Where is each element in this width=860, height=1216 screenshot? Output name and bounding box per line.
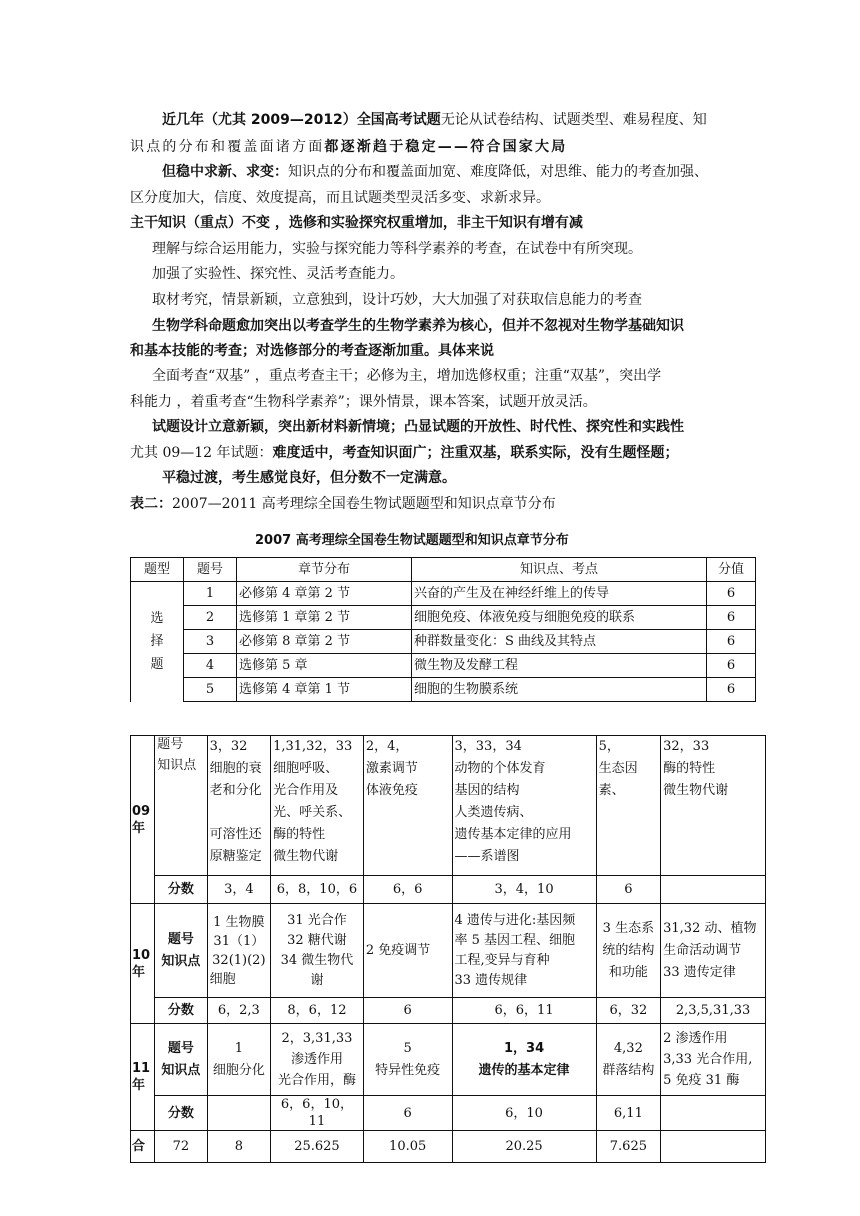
score-cell xyxy=(207,1096,271,1131)
para-2-text: 识点的分布和覆盖面诸方面 xyxy=(130,139,325,155)
cell-line: 酶的特性 xyxy=(663,761,716,776)
point-cell xyxy=(596,1024,661,1096)
header-cell: 知识点、考点 xyxy=(412,558,707,582)
para-3-bold: 但稳中求新、求变： xyxy=(162,164,288,180)
cell-line: 遗传的基本定律 xyxy=(478,1062,570,1078)
score-cell: 6，6 xyxy=(363,876,452,904)
point-cell xyxy=(363,736,452,876)
table-row-09 xyxy=(131,736,766,876)
cell-line: 3，32 xyxy=(209,739,248,754)
score-cell: 6 xyxy=(363,998,452,1024)
score-cell: 6,11 xyxy=(596,1096,661,1131)
para-10: 和基本技能的考查；对选修部分的考查逐渐加重。具体来说 xyxy=(130,343,494,359)
point-cell: 细胞免疫、体液免疫与细胞免疫的联系 xyxy=(412,606,707,630)
para-14-text: 尤其 09—12 年试题： xyxy=(130,445,273,461)
label-cell xyxy=(155,736,207,876)
label-cell xyxy=(155,904,207,998)
point-cell xyxy=(363,904,452,998)
cell-line: 老和分化 xyxy=(209,783,262,798)
para-9: 生物学科命题愈加突出以考查学生的生物学素养为核心，但并不忽视对生物学基础知识 xyxy=(152,318,684,334)
label-point: 知识点 xyxy=(157,758,197,773)
para-14-bold: 难度适中，考查知识面广；注重双基，联系实际，没有生题怪题； xyxy=(272,445,679,461)
score-cell: 6，6，10，11 xyxy=(271,1096,364,1131)
total-cell: 10.05 xyxy=(363,1131,452,1163)
para-1-lead: 近几年（尤其 2009—2012） xyxy=(162,112,357,128)
cell-line: 谢 xyxy=(310,972,324,988)
cell-line: 基因的结构 xyxy=(454,783,520,798)
year-cell-10: 10 年 xyxy=(131,904,155,1024)
score-row-11 xyxy=(131,1096,766,1131)
score-cell: 3，4，10 xyxy=(452,876,596,904)
table-row xyxy=(131,582,756,606)
para-6: 理解与综合运用能力，实验与探究能力等科学素养的考查，在试卷中有所突现。 xyxy=(152,241,642,257)
chapter-cell: 必修第 4 章第 2 节 xyxy=(237,582,412,606)
type-label-char: 择 xyxy=(150,634,164,650)
point-cell xyxy=(596,904,661,998)
point-cell xyxy=(271,1024,364,1096)
cell-line: 和功能 xyxy=(608,964,648,980)
cell-line: 遗传基本定律的应用 xyxy=(454,827,572,842)
point-cell xyxy=(271,904,364,998)
para-2 xyxy=(130,137,567,157)
score-label: 分数 xyxy=(155,876,207,904)
chapter-cell: 必修第 8 章第 2 节 xyxy=(237,630,412,654)
cell-line: 工程,变异与育种 xyxy=(454,952,550,968)
table-header-row xyxy=(131,558,756,582)
cell-line: 1,31,32，33 xyxy=(273,739,353,754)
score-cell: 6 xyxy=(707,630,756,654)
score-cell: 2,3,5,31,33 xyxy=(661,998,766,1024)
point-cell: 兴奋的产生及在神经纤维上的传导 xyxy=(412,582,707,606)
score-cell: 6 xyxy=(707,654,756,678)
cell-line: 1，34 xyxy=(503,1040,545,1056)
table-row xyxy=(131,654,756,678)
score-cell: 6，6，11 xyxy=(452,998,596,1024)
cell-line: 群落结构 xyxy=(602,1062,655,1078)
cell-line: 渗透作用 xyxy=(290,1052,343,1067)
score-cell: 6 xyxy=(707,582,756,606)
type-label-char: 题 xyxy=(150,657,164,673)
cell-line: 32 糖代谢 xyxy=(287,932,347,948)
year-cell-09: 09 年 xyxy=(131,736,155,904)
table-row xyxy=(131,678,756,702)
table-row xyxy=(131,630,756,654)
total-cell: 25.625 xyxy=(271,1131,364,1163)
para-1-bold: 全国高考试题 xyxy=(356,112,441,128)
cell-line: 5 xyxy=(403,1040,412,1056)
no-cell: 5 xyxy=(184,678,237,702)
total-cell: 72 xyxy=(155,1131,207,1163)
score-cell: 8，6，12 xyxy=(271,998,364,1024)
cell-line: 5 免疫 31 酶 xyxy=(663,1073,740,1088)
table-row-11 xyxy=(131,1024,766,1096)
para-16 xyxy=(130,494,556,514)
cell-line: 生态因 xyxy=(598,761,638,776)
cell-line: 31（1） xyxy=(213,933,265,949)
total-cell: 8 xyxy=(207,1131,271,1163)
cell-line: 微生物代谢 xyxy=(663,783,729,798)
cell-line: 3,33 光合作用, xyxy=(663,1052,753,1067)
cell-line: 特异性免疫 xyxy=(375,1062,441,1078)
point-cell xyxy=(452,904,596,998)
label-no: 题号 xyxy=(167,931,194,947)
cell-line: 33 遗传规律 xyxy=(454,972,528,988)
cell-line: 人类遗传病、 xyxy=(454,805,533,820)
para-7: 加强了实验性、探究性、灵活考查能力。 xyxy=(152,266,404,282)
para-3 xyxy=(162,162,708,182)
no-cell: 2 xyxy=(184,606,237,630)
score-cell: 6 xyxy=(596,876,661,904)
cell-line: 33 遗传定律 xyxy=(663,964,736,980)
cell-line: 3 生态系 xyxy=(602,920,655,936)
cell-line: 4,32 xyxy=(613,1040,643,1056)
para-3-text: 知识点的分布和覆盖面加宽、难度降低，对思维、能力的考查加强、 xyxy=(288,164,708,180)
point-cell: 种群数量变化：S 曲线及其特点 xyxy=(412,630,707,654)
no-cell: 3 xyxy=(184,630,237,654)
cell-line: 原糖鉴定 xyxy=(209,849,262,864)
para-12: 科能力 ，着重考查“生物科学素养”；课外情景，课本答案，试题开放灵活。 xyxy=(130,394,597,410)
cell-line: 素、 xyxy=(598,783,625,798)
point-cell xyxy=(661,904,766,998)
header-cell: 分值 xyxy=(707,558,756,582)
chapter-cell: 选修第 5 章 xyxy=(237,654,412,678)
cell-line: 细胞 xyxy=(209,971,236,987)
table-label: 表二： xyxy=(130,496,172,512)
para-8: 取材考究，情景新颖，立意独到，设计巧妙，大大加强了对获取信息能力的考查 xyxy=(152,292,642,308)
cell-line xyxy=(210,802,269,824)
point-cell xyxy=(363,1024,452,1096)
cell-line: 31 光合作 xyxy=(287,912,347,928)
total-cell xyxy=(661,1131,766,1163)
point-cell xyxy=(207,1024,271,1096)
cell-line: 2，3,31,33 xyxy=(281,1031,353,1046)
table-2007 xyxy=(130,557,756,702)
cell-line: 2 渗透作用 xyxy=(663,1031,728,1046)
total-cell: 20.25 xyxy=(452,1131,596,1163)
cell-line: 细胞分化 xyxy=(212,1062,265,1078)
score-cell: 6，8，10，6 xyxy=(271,876,364,904)
para-15: 平稳过渡，考生感觉良好，但分数不一定满意。 xyxy=(162,470,456,486)
para-14 xyxy=(130,443,679,463)
label-cell xyxy=(155,1024,207,1096)
no-cell: 4 xyxy=(184,654,237,678)
type-label-char: 选 xyxy=(150,611,164,627)
label-no: 题号 xyxy=(167,1040,194,1056)
table-caption: 2007—2011 高考理综全国卷生物试题题型和知识点章节分布 xyxy=(172,496,556,512)
cell-line: 光合作用，酶 xyxy=(277,1073,356,1088)
score-row-09 xyxy=(131,876,766,904)
para-5: 主干知识（重点）不变 ，选修和实验探究权重增加，非主干知识有增有减 xyxy=(130,215,583,231)
score-label: 分数 xyxy=(155,1096,207,1131)
cell-line: 细胞呼吸、 xyxy=(273,761,339,776)
cell-line: 2，4， xyxy=(365,739,409,754)
cell-line: 激素调节 xyxy=(365,761,418,776)
score-cell: 6，32 xyxy=(596,998,661,1024)
header-cell: 题型 xyxy=(131,558,184,582)
para-13: 试题设计立意新颖，突出新材料新情境；凸显试题的开放性、时代性、探究性和实践性 xyxy=(152,419,684,435)
score-cell: 6，2,3 xyxy=(207,998,271,1024)
table-2009-2011 xyxy=(130,735,766,1163)
score-label: 分数 xyxy=(155,998,207,1024)
point-cell xyxy=(661,736,766,876)
cell-line: 光、呼关系、 xyxy=(273,805,352,820)
score-cell: 6，10 xyxy=(452,1096,596,1131)
score-cell xyxy=(661,1096,766,1131)
score-row-10 xyxy=(131,998,766,1024)
cell-line: 生命活动调节 xyxy=(663,942,742,958)
label-point: 知识点 xyxy=(161,1062,201,1078)
cell-line: 3，33，34 xyxy=(454,739,522,754)
para-4: 区分度加大，信度、效度提高，而且试题类型灵活多变、求新求异。 xyxy=(130,190,550,206)
para-1-rest: 无论从试卷结构、试题类型、难易程度、知 xyxy=(440,112,707,128)
year-cell-11: 11 年 xyxy=(131,1024,155,1131)
score-cell: 3，4 xyxy=(207,876,271,904)
cell-line: 4 遗传与进化:基因频 xyxy=(454,912,576,928)
cell-line: 体液免疫 xyxy=(365,783,418,798)
score-cell xyxy=(661,876,766,904)
total-cell: 7.625 xyxy=(596,1131,661,1163)
total-row xyxy=(131,1131,766,1163)
header-cell: 章节分布 xyxy=(237,558,412,582)
cell-line: 可溶性还 xyxy=(209,827,262,842)
para-1 xyxy=(162,110,707,130)
cell-line: ——系谱图 xyxy=(454,849,520,864)
cell-line: 32，33 xyxy=(663,739,710,754)
table-title: 2007 高考理综全国卷生物试题题型和知识点章节分布 xyxy=(255,533,569,548)
point-cell xyxy=(452,1024,596,1096)
cell-line: 31,32 动、植物 xyxy=(663,920,757,936)
cell-line: 率 5 基因工程、细胞 xyxy=(454,932,576,948)
cell-line: 微生物代谢 xyxy=(273,849,339,864)
cell-line: 32(1)(2) xyxy=(212,952,266,968)
chapter-cell: 选修第 4 章第 1 节 xyxy=(237,678,412,702)
point-cell: 细胞的生物膜系统 xyxy=(412,678,707,702)
score-cell: 6 xyxy=(363,1096,452,1131)
cell-line: 5， xyxy=(598,739,620,754)
point-cell xyxy=(596,736,661,876)
cell-line: 动物的个体发育 xyxy=(454,761,546,776)
total-label: 合 xyxy=(131,1131,155,1163)
label-no: 题号 xyxy=(157,737,184,752)
cell-line: 统的结构 xyxy=(602,942,655,958)
point-cell xyxy=(207,904,271,998)
cell-line: 2 免疫调节 xyxy=(365,943,431,958)
para-11: 全面考查“双基” ，重点考查主干；必修为主，增加选修权重；注重“双基”，突出学 xyxy=(152,368,662,384)
point-cell xyxy=(207,736,271,876)
no-cell: 1 xyxy=(184,582,237,606)
point-cell: 微生物及发酵工程 xyxy=(412,654,707,678)
cell-line: 1 生物膜 xyxy=(213,914,265,930)
score-cell: 6 xyxy=(707,678,756,702)
header-cell: 题号 xyxy=(184,558,237,582)
cell-line: 酶的特性 xyxy=(273,827,326,842)
point-cell xyxy=(661,1024,766,1096)
score-cell: 6 xyxy=(707,606,756,630)
point-cell xyxy=(271,736,364,876)
cell-line: 细胞的衰 xyxy=(209,761,262,776)
type-cell xyxy=(131,582,184,702)
para-2-bold: 都逐渐趋于稳定——符合国家大局 xyxy=(324,139,568,155)
point-cell xyxy=(452,736,596,876)
cell-line: 1 xyxy=(234,1040,243,1056)
cell-line: 光合作用及 xyxy=(273,783,339,798)
cell-line: 34 微生物代 xyxy=(280,952,354,968)
table-row-10 xyxy=(131,904,766,998)
label-point: 知识点 xyxy=(161,953,201,969)
table-row xyxy=(131,606,756,630)
chapter-cell: 选修第 1 章第 2 节 xyxy=(237,606,412,630)
